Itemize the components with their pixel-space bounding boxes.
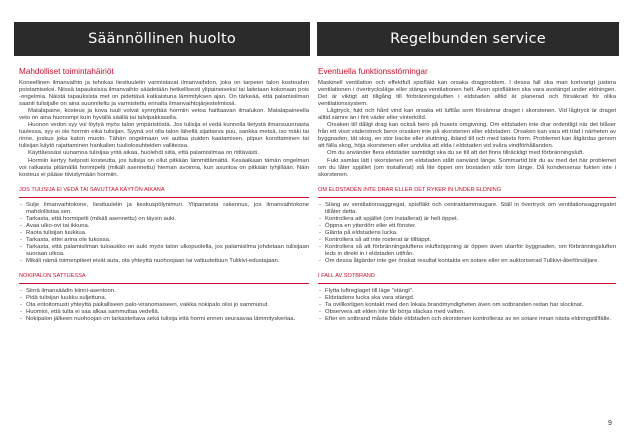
paragraph: Lågtryck, fukt och hård vind kan orsaka ett luftlås som försämrar draget i skorstenen. Vid lågtryck är draget alltid sämre än i fint väder eller vinterköld. <box>318 108 616 122</box>
list-item: - Efter en sotbrand måste både eldstaden och skorstenen kontrolleras av en sotare innan nästa eldningstillfälle. <box>318 316 616 323</box>
banner-title: Regelbunden service <box>390 31 546 47</box>
paragraph: Orsaken till dåligt drag kan också bero på husets omgivning. Om eldstaden inte drar ordentligt när det blåser från ett visst väderstreck beror orsaken inte på skorstenen eller eldstaden. Orsaken kan vara ett träd i närheten av byggnaden, tät skog, en stor backe eller sluttning, ibland till och med takets form. Problemet kan åtgärdas genom att fälla skog, höja skorstenen eller undvika att elda i eldstaden vid svåra vindförhållanden. <box>318 122 616 150</box>
subheading-chimney-fire: NOKIPALON SATTUESSA <box>19 273 86 280</box>
paragraph: Huonon vedon syy voi löytyä myös talon ympäristöstä. Jos tulisija ei vedä kunnolla tietystä ilmansuunnasta tuulessa, syy ei ole hormin eikä tulisijan. Syynä voi olla talon lähellä sijaitseva puu, sankka metsä, iso mäki tai rinne, joskus joka katon muoto. Tähän ongelmaan voi auttaa puiden kaatamisen, piipun korottaminen tai tulisijan käytö rajattaminen hankalien tuuliolosuhteiden vallitessa. <box>19 122 309 150</box>
subheading-draft-problems: OM ELDSTADEN INTE DRAR ELLER DET RYKER IN UNDER ELDNING <box>318 186 502 193</box>
divider <box>19 283 309 284</box>
checklist-chimney-fire <box>318 288 616 323</box>
paragraph: Maskinell ventilation och effektfull spisfläkt kan orsaka dragproblem. I dessa fall ska man kortvarigt justera ventilationen i övertrycksläge eller stänga ventilationen helt. Även spisfläkten ska vara avstängd under eldningen. Det är viktigt att tillgång till förbränningsluften i eldstaden alltid är planerad och försäkrad för olika ventilationssystem. <box>318 80 616 108</box>
swedish-column <box>318 65 616 323</box>
list-item: - Avaa ulko-ovi tai ikkuna. <box>19 223 309 230</box>
list-item: - Flytta luftreglaget till läge "stängt". <box>318 288 616 295</box>
list-item: - Tarkasta, että hormipelti (mikäli asennettu) on täysin auki. <box>19 216 309 223</box>
list-item: - Pidä tulisijan luukku suljettuna. <box>19 295 309 302</box>
list-item: - Glänta på eldstadens lucka. <box>318 230 616 237</box>
paragraph: Koneellinen ilmanvaihto ja tehokas liesituuletin varmistavat ilmanvaihdon, joka on tarpeen talon kosteuden poistamiseksi. Niissä tapauksissa ilmanvaihto säädetään hetkellisesti ylipaineiseksi tai laitetaan kokonaan pois -ongelmia. Näistä tapauksista met on pidettävä katkaistuna lämmityksen ajan. On tärkeää, että palamisilman saanti tulisijalle on aina suunniteltu ja varmistettu ennalta ilmanvaihtojärjestelmissä. <box>19 80 309 108</box>
list-item: - Raota tulisijan luukkua. <box>19 230 309 237</box>
list-item: - Tarkasta, ettei arina ole tukossa. <box>19 237 309 244</box>
list-item: - Kontrollera att spjället (om installerat) är helt öppet. <box>318 216 616 223</box>
list-item: - Siirrä ilmansäädin kiinni-asentoon. <box>19 288 309 295</box>
checklist-draft-problems <box>318 202 616 265</box>
list-item: - Observera att elden inte får börja släckas med vatten. <box>318 309 616 316</box>
list-item: - Mikäli nämä toimenpiteet eivät auta, ota yhteyttä nuohoojaan tai valtuutettuun Tulikivi-edustajaan. <box>19 258 309 265</box>
section-banner-swedish <box>317 22 619 56</box>
list-item: - Eldstadens lucka ska vara stängd. <box>318 295 616 302</box>
list-item: - Ota eritoitomusti yhteyttä paikalliseen palo-viranomaiseen, vaikka nokipalo olisi jo sammunut. <box>19 302 309 309</box>
finnish-column <box>19 65 309 323</box>
paragraph: Hormiin kertyy helposti kosteutta, jos tulisija on ollut pitkään lämmittämättä. Kesäaikaan tämän ongelman voi ratkaista pitämällä hormipelti (mikäli asennettu) hieman avoinna, kun asuntoa on pitkään tyhjillään. Näin kosteus ei pääse tiivistymään hormiin. <box>19 157 309 178</box>
list-item: - Nokipalon jälkeen nuohoojan on tarkastettava sekä tulisija että hormi ennen seuraavaa lämmityskertaa. <box>19 316 309 323</box>
checklist-chimney-fire <box>19 288 309 323</box>
section-banner-finnish <box>14 22 310 56</box>
section-title: Eventuella funktionsstörningar <box>318 67 428 76</box>
list-item: - Om dessa åtgärder inte ger önskat resultat kontakta en sotare eller en auktoriserad Tulikivi-återförsäljare. <box>318 258 616 265</box>
section-title: Mahdolliset toimintahäiriöt <box>19 67 114 76</box>
paragraph: Käyttäessäsi uunamoa tulisijaa yritä aikaa, huolehdi siitä, että palamisilmaa on riittävästi. <box>28 150 259 157</box>
list-item: - Stäng av ventilationsaggregat, spisfläkt och centraldammsugare. Ställ in övertryck om ventilationsaggregatet tillåter detta. <box>318 202 616 216</box>
checklist-draft-problems <box>19 202 309 265</box>
list-item: - Kontrollera så att förbränningsluftens inluftsöppning är öppen även utanför byggnaden, om förbränningsluften leds in direkt in i eldstaden utifrån. <box>318 244 616 258</box>
list-item: - Tarkasta, että palamisilman tuloaukko on auki myös talon ulkopuolella, jos palamisilma johdetaan tulisijaan suoraan ulkoa. <box>19 244 309 258</box>
list-item: - Sulje ilmanvaihtokone, liesituuletin ja keskuspölynimuri. Ylipaineista rakennus, jos ilmanvaihtokone mahdollistaa sen. <box>19 202 309 216</box>
list-item: - Kontrollera så att inte rosterat är tilltäppt. <box>318 237 616 244</box>
paragraph: Matalapaine, kosteus ja kova tuuli voivat synnyttää hormiin vetoa haittaavan ilmalukon. Matalapaineella veto on aina huonompi kuin hyvällä säällä tai talvipakkasella. <box>19 108 309 122</box>
page-number: 9 <box>608 420 612 427</box>
divider <box>318 197 616 198</box>
subheading-draft-problems: JOS TULISIJA EI VEDÄ TAI SAVUTTAA KÄYTÖN AIKANA <box>19 186 165 193</box>
paragraph: Om du använder flera eldstäder samtidigt ska du se till att det finns tillräckligt med förbränningsluft. <box>327 150 585 157</box>
divider <box>19 197 309 198</box>
list-item: - Ta ovillkorligen kontakt med den lokala brandmyndigheten även om sotbranden redan har slocknat. <box>318 302 616 309</box>
banner-title: Säännöllinen huolto <box>88 31 236 47</box>
subheading-chimney-fire: I FALL AV SOTBRAND <box>318 273 375 280</box>
list-item: - Huomioi, että tulta ei saa alkaa sammuttaa vedellä. <box>19 309 309 316</box>
paragraph: Fukt samlas lätt i skorstenen om eldstaden stått oanvänd länge. Sommartid blir du av med det här problemet om du låter spjället (om installerat) stå lite öppet om bostaden står tom länge. Då kondenseras fukten inte i skorstenen. <box>318 157 616 178</box>
divider <box>318 283 616 284</box>
list-item: - Öppna en ytterdörr eller ett fönster. <box>318 223 616 230</box>
